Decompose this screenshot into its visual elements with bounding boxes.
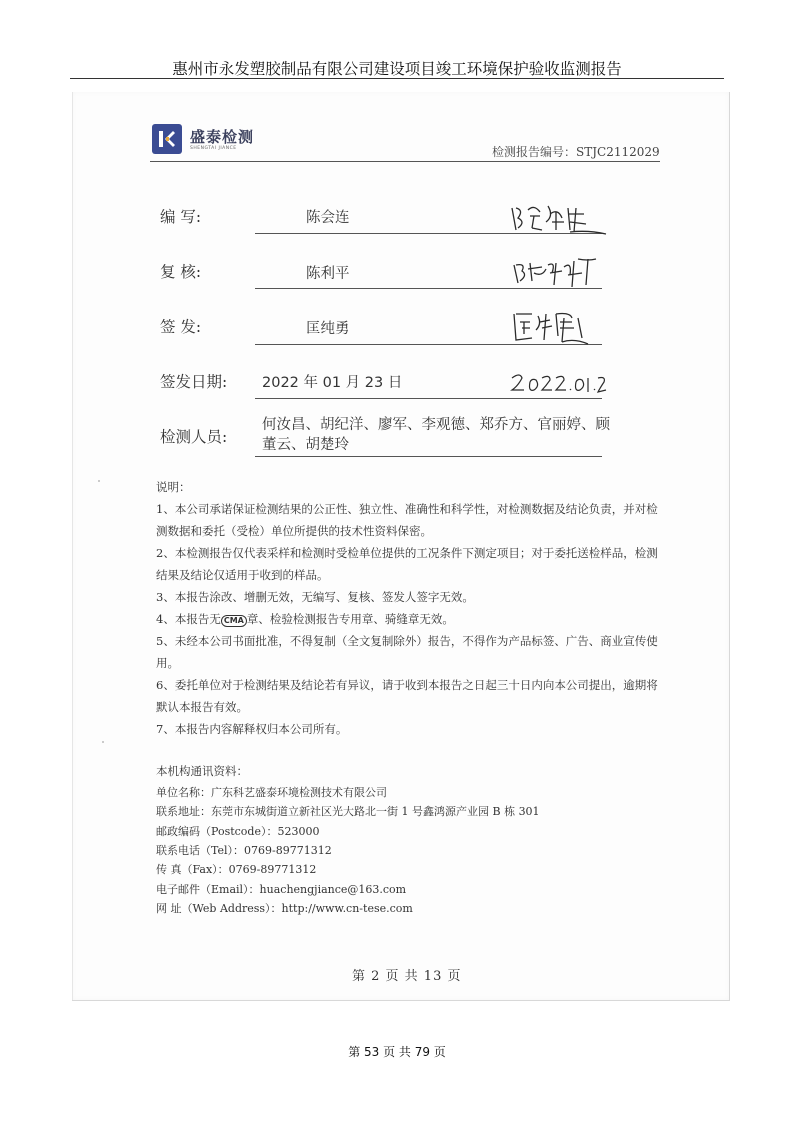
contact-title: 本机构通讯资料： <box>156 764 248 778</box>
company-logo-icon <box>152 124 182 154</box>
contact-line: 联系电话（Tel）：0769-89771312 <box>156 844 332 857</box>
contact-line: 单位名称：广东科艺盛泰环境检测技术有限公司 <box>156 786 387 799</box>
logo-name-en: SHENGTAI JIANCE <box>190 146 237 151</box>
notes-title: 说明： <box>156 480 191 494</box>
contact-line: 传 真（Fax）：0769-89771312 <box>156 863 317 876</box>
note-4-suffix: 章、检验检测报告专用章、骑缝章无效。 <box>246 612 454 626</box>
note-item: 2、本检测报告仅代表采样和检测时受检单位提供的工况条件下测定项目；对于委托送检样品，检测结果及结论仅适用于收到的样品。 <box>156 546 658 582</box>
header-divider <box>70 78 724 79</box>
scan-speck <box>98 480 100 482</box>
page-header-title: 惠州市永发塑胶制品有限公司建设项目竣工环境保护验收监测报告 <box>172 60 622 78</box>
contact-line: 邮政编码（Postcode）：523000 <box>156 825 320 838</box>
issuer-label: 签 发: <box>160 318 202 336</box>
inspectors-line <box>255 456 602 457</box>
writer-label: 编 写: <box>160 208 202 226</box>
issuer-signature <box>512 308 594 350</box>
writer-value: 陈会连 <box>306 210 350 226</box>
contact-line: 电子邮件（Email）：huachengjiance@163.com <box>156 883 407 896</box>
report-top-rule <box>150 161 660 162</box>
issuer-value: 匡纯勇 <box>306 321 350 337</box>
date-signature <box>510 370 606 400</box>
reviewer-label: 复 核: <box>160 263 202 281</box>
report-number: 检测报告编号：STJC2112029 <box>492 145 660 159</box>
scan-page-number: 第 2 页 共 13 页 <box>352 969 462 984</box>
writer-signature <box>508 200 608 240</box>
note-item: 3、本报告涂改、增删无效，无编写、复核、签发人签字无效。 <box>156 590 474 604</box>
note-item: 6、委托单位对于检测结果及结论若有异议，请于收到本报告之日起三十日内向本公司提出，逾期将默认本报告有效。 <box>156 678 658 714</box>
note-4-prefix: 4、本报告无 <box>156 612 221 626</box>
cma-mark-icon: CMA <box>221 615 247 627</box>
note-item: 5、未经本公司书面批准，不得复制（全文复制除外）报告，不得作为产品标签、广告、商业宣传使用。 <box>156 634 658 670</box>
logo-name-cn: 盛泰检测 <box>190 128 255 146</box>
scan-speck <box>102 741 104 743</box>
reviewer-value: 陈利平 <box>306 266 350 282</box>
inspectors-value: 何汝昌、胡纪洋、廖军、李观德、郑乔方、官丽婷、顾董云、胡楚玲 <box>262 417 610 453</box>
note-item-cma <box>156 608 664 630</box>
scan-edge <box>72 92 73 1000</box>
note-item: 7、本报告内容解释权归本公司所有。 <box>156 722 348 736</box>
page-footer-number: 第 53 页 共 79 页 <box>348 1045 446 1059</box>
note-item: 1、本公司承诺保证检测结果的公正性、独立性、准确性和科学性，对检测数据及结论负责，并对检测数据和委托（受检）单位所提供的技术性资料保密。 <box>156 502 658 538</box>
inspectors-label: 检测人员: <box>160 428 228 446</box>
issue-date-label: 签发日期: <box>160 373 228 391</box>
issue-date-value: 2022 年 01 月 23 日 <box>262 375 403 391</box>
contact-line: 网 址（Web Address）：http://www.cn-tese.com <box>156 902 413 915</box>
reviewer-signature <box>512 255 604 293</box>
contact-line: 联系地址：东莞市东城街道立新社区光大路北一街 1 号鑫鸿源产业园 B 栋 301 <box>156 805 540 818</box>
